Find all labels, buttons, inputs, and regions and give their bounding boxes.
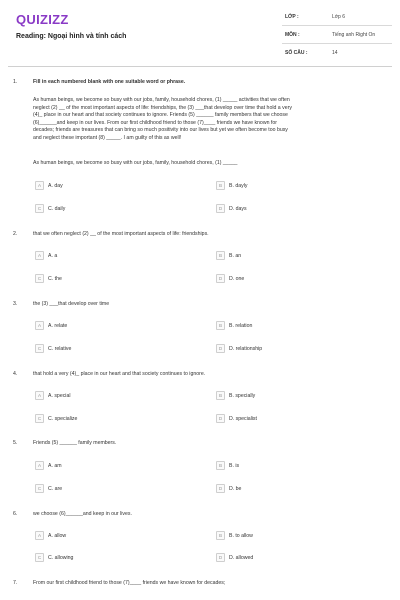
question-prompt: As human beings, we become so busy with our jobs, family, household chores, (1) _____ bbox=[33, 160, 238, 166]
question-instruction: Fill in each numbered blank with one suitable word or phrase. bbox=[33, 79, 186, 85]
answer-option-b[interactable] bbox=[216, 320, 252, 331]
answer-option-a[interactable] bbox=[35, 320, 67, 331]
option-letter-badge: A bbox=[35, 531, 44, 540]
answer-option-d[interactable] bbox=[216, 343, 262, 354]
option-letter-badge: B bbox=[216, 461, 225, 470]
answer-option-a[interactable] bbox=[35, 180, 63, 191]
option-letter-badge: A bbox=[35, 391, 44, 400]
option-text: C. daily bbox=[48, 205, 66, 212]
option-text: B. to allow bbox=[229, 532, 253, 539]
option-letter-badge: D bbox=[216, 344, 225, 353]
answer-option-b[interactable] bbox=[216, 530, 253, 541]
question-prompt: the (3) ___that develop over time bbox=[33, 301, 110, 307]
question-number: 2. bbox=[13, 231, 18, 237]
meta-key: LỚP : bbox=[285, 13, 299, 20]
option-text: A. am bbox=[48, 462, 62, 469]
question-prompt: that hold a very (4)_ place in our heart and that society continues to ignore. bbox=[33, 371, 206, 377]
answer-option-c[interactable] bbox=[35, 483, 62, 494]
header-divider bbox=[8, 66, 392, 67]
answer-option-a[interactable] bbox=[35, 530, 66, 541]
option-text: B. is bbox=[229, 462, 240, 469]
passage-line: As human beings, we become so busy with our jobs, family, household chores, (1) _____ activities that we often bbox=[33, 97, 290, 103]
meta-key: MÔN : bbox=[285, 31, 300, 38]
option-letter-badge: B bbox=[216, 321, 225, 330]
option-text: D. allowed bbox=[229, 554, 254, 561]
option-text: B. specially bbox=[229, 392, 256, 399]
option-letter-badge: B bbox=[216, 391, 225, 400]
meta-value: 14 bbox=[332, 50, 338, 56]
passage-line: decades; friends are treasures that can bring so much positivity into our lives but yet we often become too busy bbox=[33, 127, 288, 133]
answer-option-d[interactable] bbox=[216, 552, 253, 563]
meta-value: Tiếng anh Right On bbox=[332, 31, 376, 38]
answer-option-a[interactable] bbox=[35, 250, 57, 261]
option-letter-badge: B bbox=[216, 251, 225, 260]
passage-line: (4)_ place in our heart and that society continues to ignore. Friends (5) ______ family members that we choose bbox=[33, 112, 288, 118]
option-text: D. specialist bbox=[229, 415, 257, 422]
option-letter-badge: C bbox=[35, 553, 44, 562]
question-prompt: we choose (6)______and keep in our lives. bbox=[33, 511, 132, 517]
answer-option-d[interactable] bbox=[216, 273, 244, 284]
option-text: B. dayly bbox=[229, 182, 248, 189]
worksheet-meta-table bbox=[282, 8, 392, 62]
question-number: 5. bbox=[13, 440, 18, 446]
option-text: B. an bbox=[229, 252, 242, 259]
meta-value: Lớp 6 bbox=[332, 13, 346, 20]
answer-option-d[interactable] bbox=[216, 413, 257, 424]
question-number: 6. bbox=[13, 511, 18, 517]
option-text: D. relationship bbox=[229, 345, 263, 352]
option-letter-badge: C bbox=[35, 414, 44, 423]
option-letter-badge: D bbox=[216, 274, 225, 283]
option-text: A. a bbox=[48, 252, 58, 259]
answer-option-a[interactable] bbox=[35, 460, 62, 471]
passage-line: and neglect these important (8) _____. I am guilty of this as well! bbox=[33, 134, 182, 141]
answer-option-c[interactable] bbox=[35, 203, 65, 214]
option-text: A. allow bbox=[48, 532, 67, 539]
option-text: B. relation bbox=[229, 322, 253, 329]
worksheet-title: Reading: Ngoại hình và tính cách bbox=[16, 33, 127, 40]
option-letter-badge: C bbox=[35, 484, 44, 493]
option-text: A. day bbox=[48, 182, 63, 189]
option-text: D. one bbox=[229, 275, 245, 282]
answer-option-d[interactable] bbox=[216, 483, 241, 494]
option-letter-badge: A bbox=[35, 321, 44, 330]
option-text: C. specialize bbox=[48, 415, 78, 422]
question-number: 4. bbox=[13, 371, 18, 377]
answer-option-c[interactable] bbox=[35, 413, 77, 424]
option-text: D. be bbox=[229, 485, 242, 492]
option-letter-badge: B bbox=[216, 181, 225, 190]
option-text: C. allowing bbox=[48, 554, 74, 561]
option-letter-badge: A bbox=[35, 461, 44, 470]
option-letter-badge: A bbox=[35, 181, 44, 190]
passage-line: neglect (2) __ of the most important aspects of life: friendships, the (3) ___that develop over time that hold a very bbox=[33, 104, 292, 111]
option-text: A. special bbox=[48, 392, 71, 399]
quizizz-logo: QUIZIZZ bbox=[16, 12, 69, 27]
answer-option-d[interactable] bbox=[216, 203, 247, 214]
answer-option-b[interactable] bbox=[216, 460, 239, 471]
question-prompt: From our first childhood friend to those (7)____ friends we have known for decades; bbox=[33, 580, 226, 586]
question-number: 3. bbox=[13, 301, 18, 307]
option-letter-badge: C bbox=[35, 274, 44, 283]
option-letter-badge: D bbox=[216, 414, 225, 423]
answer-option-c[interactable] bbox=[35, 343, 71, 354]
option-letter-badge: A bbox=[35, 251, 44, 260]
option-letter-badge: D bbox=[216, 204, 225, 213]
meta-row-question-count bbox=[282, 44, 392, 62]
answer-option-a[interactable] bbox=[35, 390, 71, 401]
passage-line: (6)______and keep in our lives. From our first childhood friend to those (7)____ friends we have known for bbox=[33, 119, 277, 126]
option-text: D. days bbox=[229, 205, 247, 212]
question-prompt: Friends (5) ______ family members. bbox=[33, 440, 117, 446]
option-text: C. the bbox=[48, 275, 62, 282]
meta-key: SỐ CÂU : bbox=[285, 50, 308, 56]
question-number: 1. bbox=[13, 79, 18, 85]
answer-option-c[interactable] bbox=[35, 273, 62, 284]
option-text: C. relative bbox=[48, 345, 72, 352]
option-letter-badge: D bbox=[216, 484, 225, 493]
answer-option-b[interactable] bbox=[216, 250, 241, 261]
option-text: A. relate bbox=[48, 322, 68, 329]
option-letter-badge: B bbox=[216, 531, 225, 540]
meta-row-subject bbox=[282, 26, 392, 44]
answer-option-b[interactable] bbox=[216, 390, 255, 401]
option-letter-badge: C bbox=[35, 344, 44, 353]
answer-option-b[interactable] bbox=[216, 180, 247, 191]
question-prompt: that we often neglect (2) __ of the most important aspects of life: friendships. bbox=[33, 231, 209, 237]
question-number: 7. bbox=[13, 580, 18, 586]
option-letter-badge: D bbox=[216, 553, 225, 562]
option-letter-badge: C bbox=[35, 204, 44, 213]
answer-option-c[interactable] bbox=[35, 552, 73, 563]
meta-row-grade bbox=[282, 8, 392, 26]
option-text: C. are bbox=[48, 485, 63, 492]
